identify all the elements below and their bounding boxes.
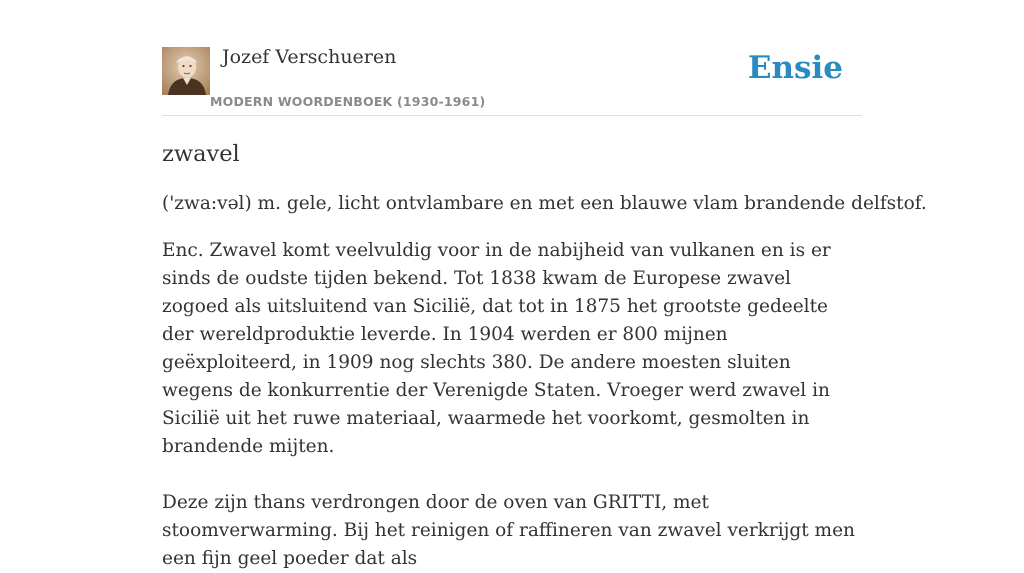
- entry-term: zwavel: [162, 141, 240, 167]
- header-divider: [162, 115, 862, 116]
- author-name[interactable]: Jozef Verschueren: [222, 46, 397, 68]
- header: [162, 44, 862, 116]
- entry-definition: ('zwa:vəl) m. gele, licht ontvlambare en met een blauwe vlam brandende delfstof.: [162, 193, 927, 214]
- source-label[interactable]: MODERN WOORDENBOEK (1930-1961): [210, 94, 486, 109]
- entry-paragraph: Deze zijn thans verdrongen door de oven van GRITTI, met stoomverwarming. Bij het reinigen of raffineren van zwavel verkrijgt men een fijn geel poeder dat als: [162, 492, 855, 569]
- author-portrait-icon: [162, 47, 210, 95]
- entry-paragraph: Enc. Zwavel komt veelvuldig voor in de nabijheid van vulkanen en is er sinds de oudste tijden bekend. Tot 1838 kwam de Europese zwavel zogoed als uitsluitend van Sicilië, dat tot in 1875 het grootste gedeelte der wereldproduktie leverde. In 1904 werden er 800 mijnen geëxploiteerd, in 1909 nog slechts 380. De andere moesten sluiten wegens de konkurrentie der Verenigde Staten. Vroeger werd zwavel in Sicilië uit het ruwe materiaal, waarmede het voorkomt, gesmolten in brandende mijten.: [162, 240, 831, 457]
- site-logo[interactable]: Ensie: [747, 50, 843, 86]
- avatar[interactable]: [162, 47, 210, 95]
- entry-content: [162, 138, 927, 573]
